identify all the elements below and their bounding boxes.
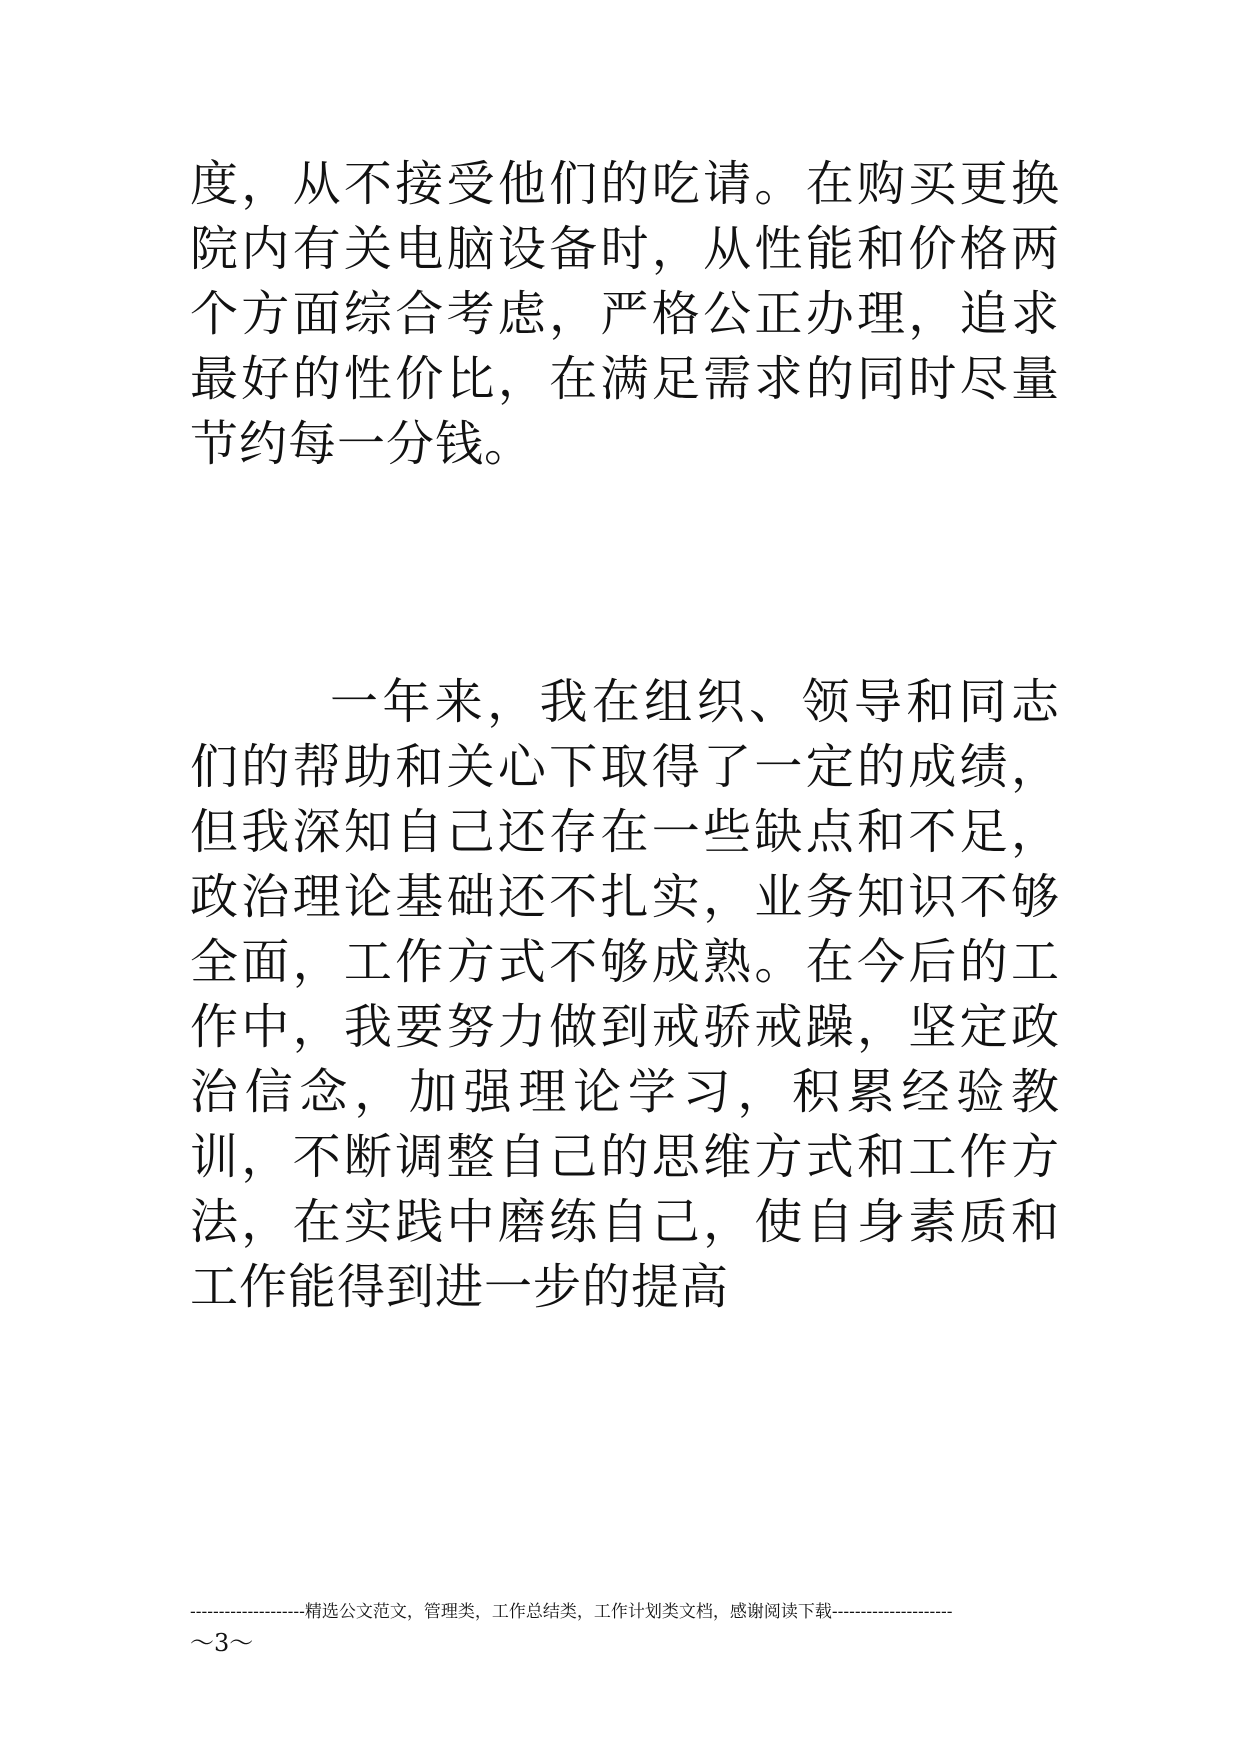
page-number: ～3～: [190, 1629, 254, 1657]
paragraph-1: 度，从不接受他们的吃请。在购买更换院内有关电脑设备时，从性能和价格两个方面综合考虑，严格公正办理，追求最好的性价比，在满足需求的同时尽量节约每一分钱。: [190, 156, 1060, 472]
paragraph-2: 一年来，我在组织、领导和同志们的帮助和关心下取得了一定的成绩，但我深知自己还存在一些缺点和不足，政治理论基础还不扎实，业务知识不够全面，工作方式不够成熟。在今后的工作中，我要努力做到戒骄戒躁，坚定政治信念，加强理论学习，积累经验教训，不断调整自己的思维方式和工作方法，在实践中磨练自己，使自身素质和工作能得到进一步的提高: [190, 674, 1060, 1315]
footer-note: --------------------精选公文范文，管理类，工作总结类，工作计划类文档，感谢阅读下载---------------------: [190, 1602, 953, 1622]
